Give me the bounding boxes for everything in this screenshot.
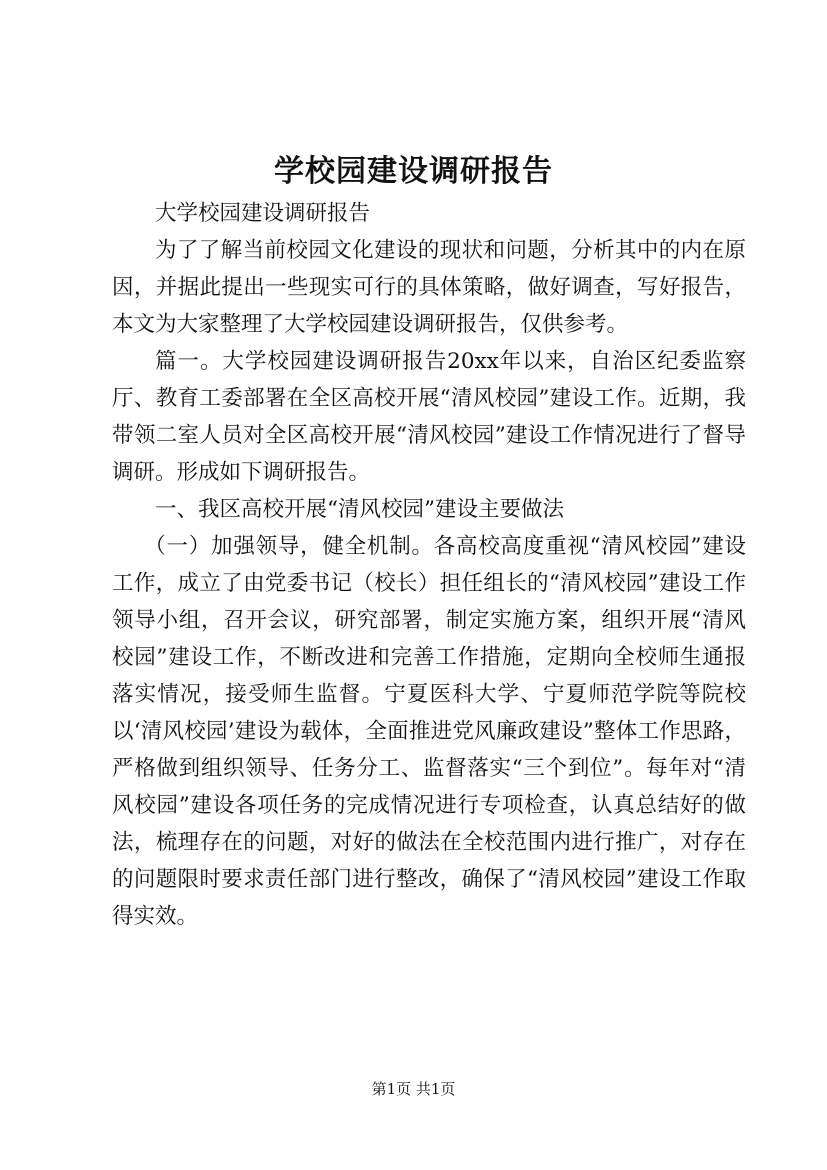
- heading-paragraph: 一、我区高校开展“清风校园”建设主要做法: [155, 497, 564, 522]
- page-footer: 第1页 共1页: [371, 1080, 456, 1098]
- document-title: 学校园建设调研报告: [274, 154, 553, 189]
- detail-paragraph: （一）加强领导，健全机制。各高校高度重视“清风校园”建设工作，成立了由党委书记（校长）担任组长的“清风校园”建设工作领导小组，召开会议，研究部署，制定实施方案，组织开展“清风校园”建设工作，不断改进和完善工作措施，定期向全校师生通报落实情况，接受师生监督。宁夏医科大学、宁夏师范学院等院校以‘清风校园’建设为载体，全面推进党风廉政建设”整体工作思路，严格做到组织领导、任务分工、监督落实“三个到位”。每年对“清风校园”建设各项任务的完成情况进行专项检查，认真总结好的做法，梳理存在的问题，对好的做法在全校范围内进行推广，对存在的问题限时要求责任部门进行整改，确保了“清风校园”建设工作取得实效。: [112, 534, 746, 929]
- subtitle-paragraph: 大学校园建设调研报告: [155, 201, 371, 226]
- intro-paragraph: 为了了解当前校园文化建设的现状和问题，分析其中的内在原因，并据此提出一些现实可行的具体策略，做好调查，写好报告，本文为大家整理了大学校园建设调研报告，仅供参考。: [112, 238, 746, 337]
- document-body: [112, 195, 746, 935]
- section-one-paragraph: 篇一。大学校园建设调研报告20xx年以来，自治区纪委监察厅、教育工委部署在全区高校开展“清风校园”建设工作。近期，我带领二室人员对全区高校开展“清风校园”建设工作情况进行了督导调研。形成如下调研报告。: [112, 349, 746, 485]
